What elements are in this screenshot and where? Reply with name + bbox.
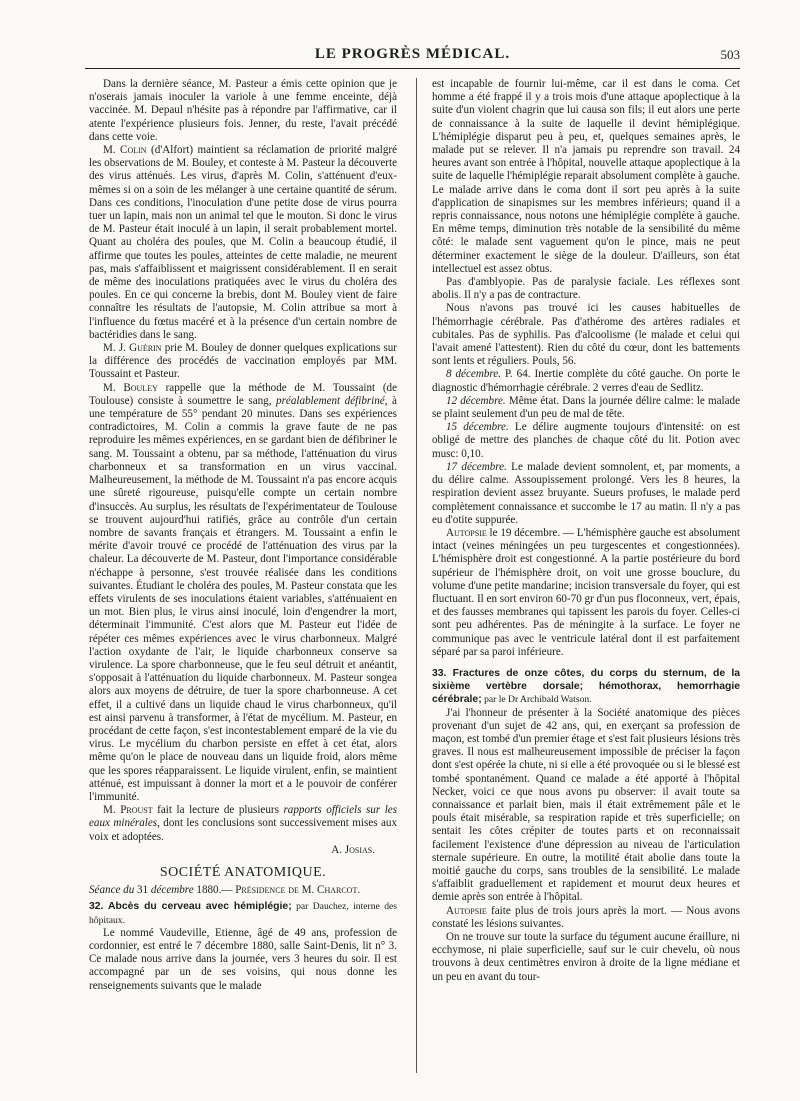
date-label: 17 décembre. <box>446 460 507 473</box>
paragraph-text: , dont les conclusions sont successivement mises aux voix et adoptées. <box>89 817 397 843</box>
paragraph: On ne trouve sur toute la surface du tégument aucune éraillure, ni ecchymose, ni plaie superficielle, sauf sur le cuir chevelu, où nous trouvons à deux centimètres environ à droite de la ligne médiane et un peu en avant du tour- <box>432 931 740 983</box>
paragraph-text: Même état. Dans la journée délire calme: le malade se plaint seulement d'un peu de mal de tête. <box>432 394 740 421</box>
speaker-name: M. Colin <box>103 144 147 157</box>
autopsy-label: Autopsie <box>446 526 487 539</box>
emphasis: préalablement défibriné <box>276 394 385 407</box>
paragraph: Nous n'avons pas trouvé ici les causes habituelles de l'hémorrhagie cérébrale. Pas d'athérome des artères radiales et cubitales. Pas de syphilis. Pas d'alcoolisme (le malade et celui qui l'avait amené l'attestent). Rien du côté du cœur, dont les battements sont lents et réguliers. Pouls, 56. <box>432 302 740 368</box>
case-author: par Dauchez, interne des hôpitaux. <box>89 901 397 926</box>
paragraph-text: faite plus de trois jours après la mort. — Nous avons constaté les lésions suivantes. <box>432 904 740 930</box>
paragraph <box>432 461 740 527</box>
journal-title: LE PROGRÈS MÉDICAL. <box>314 46 511 62</box>
autopsy-label: Autopsie <box>446 904 487 917</box>
session-month: décembre <box>150 884 194 897</box>
right-column <box>432 78 740 1078</box>
paragraph: est incapable de fournir lui-même, car il est dans le coma. Cet homme a été frappé il y a trois mois d'une attaque apoplectique à la suite d'un violent chagrin que lui causa son fils; il eut alors une perte de connaissance à la suite de laquelle il devint hémiplégique. L'hémiplégie disparut peu à peu, et, quelques semaines après, le malade put se relever. Il n'a jamais pu reprendre son travail. 24 heures avant son entrée à l'hôpital, nouvelle attaque apoplectique à la suite de laquelle l'hémiplégie reparait absolument complète à gauche. Le malade arrive dans le coma dont il sort peu après à la suite d'application de sinapismes sur les membres inférieurs; quand il a repris connaissance, nous notons une hémiplégie complète à gauche. En même temps, diminution très notable de la sensibilité du même côté: le malade sent vaguement qu'on le pince, mais ne peut déterminer exactement le siège de la douleur. D'ailleurs, son état intellectuel est assez obtus. <box>432 78 740 275</box>
date-label: 8 décembre. <box>446 368 501 381</box>
paragraph <box>89 144 397 342</box>
paragraph-text: Le malade devient somnolent, et, par moments, a du délire calme. Assoupissement prolongé. Vers les 8 heures, la respiration devient assez bruyante. Sueurs profuses, le malade perd complètement connaissance et succombe le 17 au matin. Il n'y a pas eu d'otite suppurée. <box>432 460 740 526</box>
speaker-name: M. Proust <box>103 804 153 817</box>
paragraph-text: fait la lecture de plusieurs <box>152 804 284 817</box>
paragraph <box>432 527 740 659</box>
paragraph-text: , à une température de 55° pendant 20 minutes. Dans ses expériences contradictoires, M. Colin a commis la grave faute de ne pas reproduire les mêmes expériences, en se gardant bien de défibriner le sang. M. Toussaint a obtenu, par sa méthode, l'atténuation du virus charbonneux et sa transformation en un virus vaccinal. Malheureusement, la méthode de M. Toussaint n'a pas encore acquis une sûreté rigoureuse, puisqu'elle compte un certain nombre d'insuccès. Au surplus, les résultats de l'expérimentateur de Toulouse se trouvent aujourd'hui ratifiés, grâce au contrôle d'un certain nombre de savants français et étrangers. M. Toussaint a enfin le mérite d'avoir trouvé ce procédé de l'atténuation des virus par la chaleur. La découverte de M. Pasteur, dont l'importance considérable n'échappe à personne, s'est trouvée réalisée dans les conditions suivantes. Étudiant le choléra des poules, M. Pasteur constata que les effets virulents de ses inoculations étaient variables, s'atténuaient en un mot. Bien plus, le virus ainsi inoculé, loin d'engendrer la mort, déterminait l'immunité. C'est alors que M. Pasteur eut l'idée de répéter ces mêmes expériences avec le virus charbonneux. Malgré l'action oxydante de l'air, le liquide charbonneux conserve sa virulence. La spore charbonneuse, que le feu seul détruit et anéantit, s'opposait à l'atténuation du liquide charbonneux. M. Pasteur songea alors aux moyens de détruire, de tuer la spore charbonneuse. A cet effet, il a cultivé dans un liquide chaud le virus charbonneux, qu'il est ainsi parvenu à transformer, à l'état de mycélium. M. Pasteur, en procédant de cette façon, s'est incontestablement emparé de la vie du virus. Le mycélium du charbon persiste en effet à cet état, alors même qu'on le place de nouveau dans un liquide froid, alors même que les spores réapparaissent. Le liquide virulent, enfin, se maintient atténué, est impuissant à donner la mort et a le pouvoir de conférer l'immunité. <box>89 394 397 803</box>
left-column <box>89 78 397 1078</box>
paragraph-text: le 19 décembre. — L'hémisphère gauche est absolument intact (veines méningées un peu turgescentes et congestionnées). L'hémisphère droit est congestionné. A la partie postérieure du bord supérieur de l'hémisphère droit, on voit une grosse bouclure, du volume d'une petite mandarine; incision transversale du foyer, qui est fluctuant. Il en sort environ 60-70 gr d'un pus floconneux, vert, épais, et des fausses membranes qui tapissent les parois du foyer. Celles-ci sont peu adhérentes. Pas de méningite à la surface. Le foyer ne communique pas avec le ventricule latéral dont il est parfaitement séparé par sa paroi inférieure. <box>432 526 740 658</box>
case-author: par le Dr Archibald Watson. <box>481 694 592 706</box>
paragraph-text: Le délire augmente toujours d'intensité: on est obligé de mettre des planches de chaque côté du lit. Potion avec musc: 0,10. <box>432 421 740 460</box>
paragraph: Dans la dernière séance, M. Pasteur a émis cette opinion que je n'oserais jamais inoculer la variole à une femme enceinte, déjà vaccinée. M. Depaul n'hésite pas à répondre par l'affirmative, car il atente l'expérience plusieurs fois. Jenner, du reste, l'avait précédé dans cette voie. <box>89 78 397 143</box>
paragraph: Le nommé Vaudeville, Etienne, âgé de 49 ans, profession de cordonnier, est entré le 7 décembre 1880, salle Saint-Denis, lit n° 3. Ce malade nous arrive dans la journée, vers 3 heures du soir. Il est accompagné par un de ses voisins, qui nous donne les renseignements suivants que le malade <box>89 926 397 992</box>
paragraph: J'ai l'honneur de présenter à la Société anatomique des pièces provenant d'un sujet de 42 ans, qui, en exerçant sa profession de maçon, est tombé d'un premier étage et s'est fait plusieurs lésions très graves. Il nous est malheureusement impossible de préciser la façon dont s'est opérée la chute, ni si elle a été provoquée ou si le blessé est tombé spontanément. Quand ce malade a été apporté à l'hôpital Necker, voici ce que nous avons pu observer: il avait toute sa connaissance et parlait bien, mais il était extrêmement pâle et le pouls était misérable, sa respiration rapide et très superficielle; on sentait les côtes crépiter de toutes parts et on reconnaissait facilement l'existence d'une dépression au niveau de l'articulation sternale supérieure. En outre, la motilité était abolie dans toute la moitié gauche du corps, sans troubles de la sensibilité. Le malade s'affaiblit graduellement et rapidement et mourut deux heures et demie après son entrée à l'hôpital. <box>432 706 740 904</box>
section-title: SOCIÉTÉ ANATOMIQUE. <box>159 864 327 880</box>
paragraph <box>89 342 397 382</box>
page-header <box>85 44 740 69</box>
paragraph-text: rappelle que la méthode de M. Toussaint (de Toulouse) consiste à soumettre le sang, <box>89 381 397 407</box>
session-line <box>89 884 397 897</box>
paragraph <box>432 395 740 421</box>
case-title: 32. Abcès du cerveau avec hémiplégie; <box>89 901 292 913</box>
paragraph-text: P. 64. Inertie complète du côté gauche. On porte le diagnostic d'hémorrhagie cérébrale. 2 verres d'eau de Sedlitz. <box>432 368 740 394</box>
paragraph <box>432 905 740 931</box>
paragraph <box>89 382 397 805</box>
paragraph <box>432 368 740 394</box>
session-date: 31 <box>134 884 151 897</box>
paragraph-text: prie M. Bouley de donner quelques explications sur la différence des procédés de vaccination employés par MM. Toussaint et Pasteur. <box>89 342 397 381</box>
column-divider <box>416 78 417 1073</box>
paragraph: Pas d'amblyopie. Pas de paralysie faciale. Les réflexes sont abolis. Il n'y a pas de contracture. <box>432 276 740 302</box>
date-label: 12 décembre. <box>446 394 506 407</box>
paragraph-text: (d'Alfort) maintient sa réclamation de priorité malgré les observations de M. Bouley, et conteste à M. Pasteur la découverte des virus atténués. Les virus, d'après M. Colin, s'atténuent d'eux-mêmes si on a soin de les mélanger à une certaine quantité de sérum. Dans ces conditions, l'inoculation d'une petite dose de virus pourra tuer un lapin, mais non un animal tel que le mouton. Si donc le virus de M. Pasteur était inoculé à un lapin, il serait probablement mortel. Quant au choléra des poules, que M. Colin a beaucoup étudié, il affirme que toutes les poules, atteintes de cette maladie, ne meurent pas, mais s'affaiblissent et maigrissent considérablement. Il en serait de même des inoculations pratiquées avec le virus du choléra des poules. En ce qui concerne la brebis, dont M. Bouley vient de faire connaître les résultats de l'autopsie, M. Colin attribue sa mort à l'influence du fœtus macéré et à la présence d'un certain nombre de bactéridies dans le sang. <box>89 144 397 341</box>
case-heading <box>89 900 397 926</box>
page-number: 503 <box>720 47 740 62</box>
case-heading <box>432 667 740 707</box>
speaker-name: M. Bouley <box>103 381 158 394</box>
session-year: 1880.— <box>193 884 236 897</box>
paragraph <box>89 804 397 844</box>
emphasis: rapports officiels sur les eaux minérales <box>89 804 397 830</box>
signature: A. Josias. <box>331 843 375 856</box>
session-presidency: Présidence de M. Charcot. <box>235 884 361 897</box>
case-title: 33. Fractures de onze côtes, du corps du sternum, de la sixième vertèbre dorsale; hémothorax, hemorrhagie cérébrale; <box>432 667 740 706</box>
paragraph <box>432 421 740 461</box>
date-label: 15 décembre. <box>446 421 509 434</box>
session-label: Séance du <box>89 884 135 897</box>
speaker-name: M. J. Guérin <box>103 342 162 355</box>
